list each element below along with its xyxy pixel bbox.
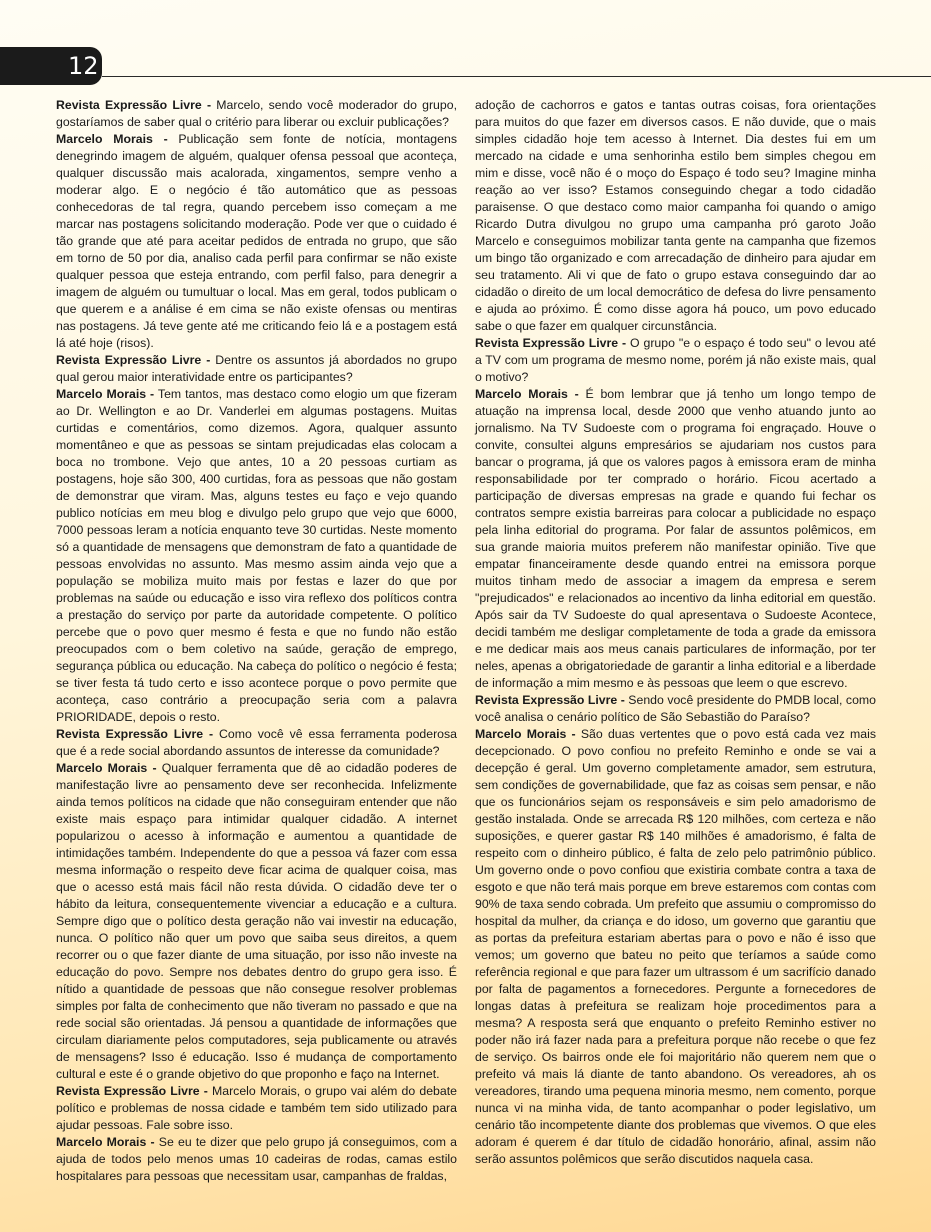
- interview-paragraph: [475, 386, 876, 692]
- paragraph-text: Marcelo Morais, o grupo vai além do debate político e problemas de nossa cidade e também tem sido utilizado para ajudar pessoas. Fale sobre isso.: [56, 1084, 457, 1132]
- page-number: 12: [68, 52, 99, 80]
- header-rule: [102, 76, 931, 77]
- paragraph-text: Marcelo, sendo você moderador do grupo, gostaríamos de saber qual o critério para liberar ou excluir publicações?: [56, 98, 457, 129]
- interview-paragraph: [56, 386, 457, 726]
- interviewer-label: Revista Expressão Livre -: [475, 336, 627, 350]
- interviewee-label: Marcelo Morais -: [56, 1135, 155, 1149]
- interviewer-label: Revista Expressão Livre -: [56, 98, 212, 112]
- paragraph-text: Qualquer ferramenta que dê ao cidadão poderes de manifestação livre ao pensamento deve ser reconhecida. Infelizmente ainda temos políticos na cidade que não conseguiram entender que não existe mais espaço para intimidar qualquer cidadão. A internet popularizou o acesso à informação e aumentou a quantidade de intimidações também. Independente do que a pessoa vá fazer com essa mesma informação o respeito deve ficar acima de qualquer coisa, mas que o acesso está mais fácil não resta dúvida. O cidadão deve ter o hábito da leitura, consequentemente vivenciar a educação e a cultura. Sempre digo que o político desta geração não vai investir na educação, nunca. O político não quer um povo que saiba seus direitos, a quem recorrer ou o que fazer diante de uma situação, por isso não investe na educação do povo. Sempre nos debates dentro do grupo gera isso. É nítido a quantidade de pessoas que não consegue resolver problemas simples por falta de conhecimento que não tiveram no passado e que na rede social são orientadas. Já pensou a quantidade de informações que circulam diariamente pelos computadores, seja publicamente ou através de mensagens? Isso é educação. Isso é mudança de comportamento cultural e este é o grande objetivo do que proponho e faço na Internet.: [56, 761, 457, 1081]
- paragraph-text: Tem tantos, mas destaco como elogio um que fizeram ao Dr. Wellington e ao Dr. Vanderlei em algumas postagens. Muitas curtidas e comentários, como dizemos. Agora, qualquer assunto momentâneo e que as pessoas se sintam prejudicadas elas colocam a boca no trombone. Vejo que antes, 10 a 20 pessoas curtiam as postagens, hoje são 300, 400 curtidas, fora as pessoas que não gostam de demonstrar que viram. Mas, alguns testes eu faço e vejo quando publico notícias em meu blog e divulgo pelo grupo que vejo que 6000, 7000 pessoas leram a notícia enquanto teve 30 curtidas. Neste momento só a quantidade de mensagens que demonstram de fato a quantidade de pessoas envolvidas no assunto. Mas mesmo assim ainda vejo que a população se mobiliza muito mais por festas e lazer do que por problemas na saúde ou educação e isso vira reflexo dos políticos contra a prestação do serviço por parte da autoridade competente. O político percebe que o povo quer mesmo é festa e que no fundo não estão preocupados com o bem coletivo na saúde, geração de emprego, segurança pública ou educação. Na cabeça do político o negócio é festa; se tiver festa tá tudo certo e isso acontece porque o povo permite que aconteça, caso contrário a preocupação seria com a palavra PRIORIDADE, depois o resto.: [56, 387, 457, 724]
- right-column: [475, 97, 876, 1168]
- paragraph-text: Dentre os assuntos já abordados no grupo qual gerou maior interatividade entre os participantes?: [56, 353, 457, 384]
- paragraph-text: São duas vertentes que o povo está cada vez mais decepcionado. O povo confiou no prefeito Reminho e onde se vai a decepção é geral. Um governo completamente amador, sem estrutura, sem condições de governabilidade, que faz as coisas sem pensar, e não que os funcionários sejam os responsáveis e sim pelo amadorismo de gestão instalada. Onde se arrecada R$ 120 milhões, com certeza e não suposições, e querer gastar R$ 140 milhões é amadorismo, é falta de respeito com o dinheiro público, é falta de zelo pelo patrimônio público. Um governo onde o povo confiou que existiria combate contra a taxa de esgoto e que não terá mais porque em breve estaremos com contas com 90% de taxa sendo cobrada. Um prefeito que assumiu o compromisso do hospital da mulher, da criança e do idoso, um governo que garantiu que as portas da prefeitura estariam abertas para o povo e não é isso que vemos; um governo que bateu no peito que teríamos a saúde como referência regional e que para fazer um ultrassom é um sacrifício danado por falta de pagamentos a fornecedores. Pergunte a fornecedores de longas datas à prefeitura se realizam hoje procedimentos para a mesma? A resposta será que enquanto o prefeito Reminho estiver no poder não irá fazer nada para a prefeitura porque não recebe o que fez de serviço. Os bairros onde ele foi majoritário não querem nem que o prefeito vá mais lá diante de tanto abandono. Os vereadores, ah os vereadores, tirando uma pequena minoria mesmo, nem comento, porque nunca vi na minha vida, de tanto acompanhar o poder legislativo, um cenário tão incompetente diante dos problemas que vivemos. O que eles adoram é querem é dar título de cidadão honorário, afinal, assim não serão assuntos polêmicos que serão discutidos naquela casa.: [475, 727, 876, 1166]
- interview-paragraph: [56, 352, 457, 386]
- interview-paragraph: [475, 726, 876, 1168]
- interview-paragraph: [56, 726, 457, 760]
- interviewee-label: Marcelo Morais -: [475, 727, 576, 741]
- interviewer-label: Revista Expressão Livre -: [56, 727, 214, 741]
- interview-paragraph: [475, 97, 876, 335]
- interviewer-label: Revista Expressão Livre -: [56, 1084, 208, 1098]
- paragraph-text: Sendo você presidente do PMDB local, como você analisa o cenário político de São Sebastião do Paraíso?: [475, 693, 876, 724]
- interview-paragraph: [475, 692, 876, 726]
- paragraph-text: Publicação sem fonte de notícia, montagens denegrindo imagem de alguém, qualquer ofensa pessoal que aconteça, qualquer discussão mais acalorada, xingamentos, sempre venho a moderar algo. E o negócio é tão automático que as pessoas conhecedoras de tal regra, quando percebem isso começam a me marcar nas postagens solicitando moderação. Pode ver que o cuidado é tão grande que até para aceitar pedidos de entrada no grupo, que são em torno de 50 por dia, analiso cada perfil para confirmar se não existe qualquer pessoa que esteja entrando, com perfil falso, para denegrir a imagem de alguém ou tumultuar o local. Mas em geral, todos publicam o que querem e a análise é em cima se não existe ofensas ou mentiras nas postagens. Já teve gente até me criticando feio lá e a postagem está lá até hoje (risos).: [56, 132, 457, 350]
- paragraph-text: O grupo "e o espaço é todo seu" o levou até a TV com um programa de mesmo nome, porém já não existe mais, qual o motivo?: [475, 336, 876, 384]
- paragraph-text: Se eu te dizer que pelo grupo já conseguimos, com a ajuda de todos pelo menos umas 10 cadeiras de rodas, camas estilo hospitalares para pessoas que necessitam usar, campanhas de fraldas,: [56, 1135, 457, 1183]
- interview-paragraph: [56, 760, 457, 1083]
- paragraph-text: adoção de cachorros e gatos e tantas outras coisas, fora orientações para muitos do que fazer em diversos casos. E não duvide, que o mais simples cidadão hoje tem acesso à Internet. Dia destes fui em um mercado na cidade e uma senhorinha estilo bem simples chegou em mim e disse, você não é o moço do Espaço é todo seu? Imagine minha reação ao ver isso? Estamos conseguindo chegar a todo cidadão paraisense. O que destaco como maior campanha foi quando o amigo Ricardo Dutra divulgou no grupo uma campanha pró garoto João Marcelo e conseguimos mobilizar tanta gente na campanha que fizemos um bingo tão organizado e com arrecadação de dinheiro para ajudar em seu tratamento. Ali vi que de fato o grupo estava conseguindo dar ao cidadão o direito de um local democrático de defesa do livre pensamento e ajuda ao próximo. É como disse agora há pouco, um povo educado sabe o que fazer em qualquer circunstância.: [475, 98, 876, 333]
- interviewee-label: Marcelo Morais -: [56, 387, 155, 401]
- left-column: [56, 97, 457, 1185]
- interviewer-label: Revista Expressão Livre -: [56, 353, 211, 367]
- interviewee-label: Marcelo Morais -: [475, 387, 579, 401]
- interviewee-label: Marcelo Morais -: [56, 761, 157, 775]
- paragraph-text: É bom lembrar que já tenho um longo tempo de atuação na imprensa local, desde 2000 que venho atuando junto ao jornalismo. Na TV Sudoeste com o programa foi engraçado. Houve o convite, consultei alguns empresários se ajudariam nos custos para bancar o programa, já que os valores pagos à emissora eram de minha responsabilidade por ter comprado o horário. Ficou acertado a participação de diversas empresas na grade e quando fui fechar os contratos sempre existia barreiras para colocar a publicidade no espaço pela linha editorial do programa. Por falar de assuntos polêmicos, em sua grande maioria muitos preferem não manifestar opinião. Tive que empatar financeiramente desde quando entrei na emissora porque muitos tinham medo de associar a imagem da empresa e serem "prejudicados" e relacionados ao incentivo da linha editorial em questão. Após sair da TV Sudoeste do qual apresentava o Sudoeste Acontece, decidi também me desligar completamente de toda a grade da emissora e me dedicar mais aos meus canais particulares de informação, por ter neles, apenas a obrigatoriedade de garantir a linha editorial e a liberdade de informação a mim mesmo e às pessoas que leem o que escrevo.: [475, 387, 876, 690]
- interview-paragraph: [56, 97, 457, 131]
- paragraph-text: Como você vê essa ferramenta poderosa que é a rede social abordando assuntos de interesse da comunidade?: [56, 727, 458, 758]
- interviewee-label: Marcelo Morais -: [56, 132, 168, 146]
- interview-paragraph: [56, 1134, 457, 1185]
- interview-paragraph: [56, 131, 457, 352]
- interviewer-label: Revista Expressão Livre -: [475, 693, 625, 707]
- interview-paragraph: [56, 1083, 457, 1134]
- interview-paragraph: [475, 335, 876, 386]
